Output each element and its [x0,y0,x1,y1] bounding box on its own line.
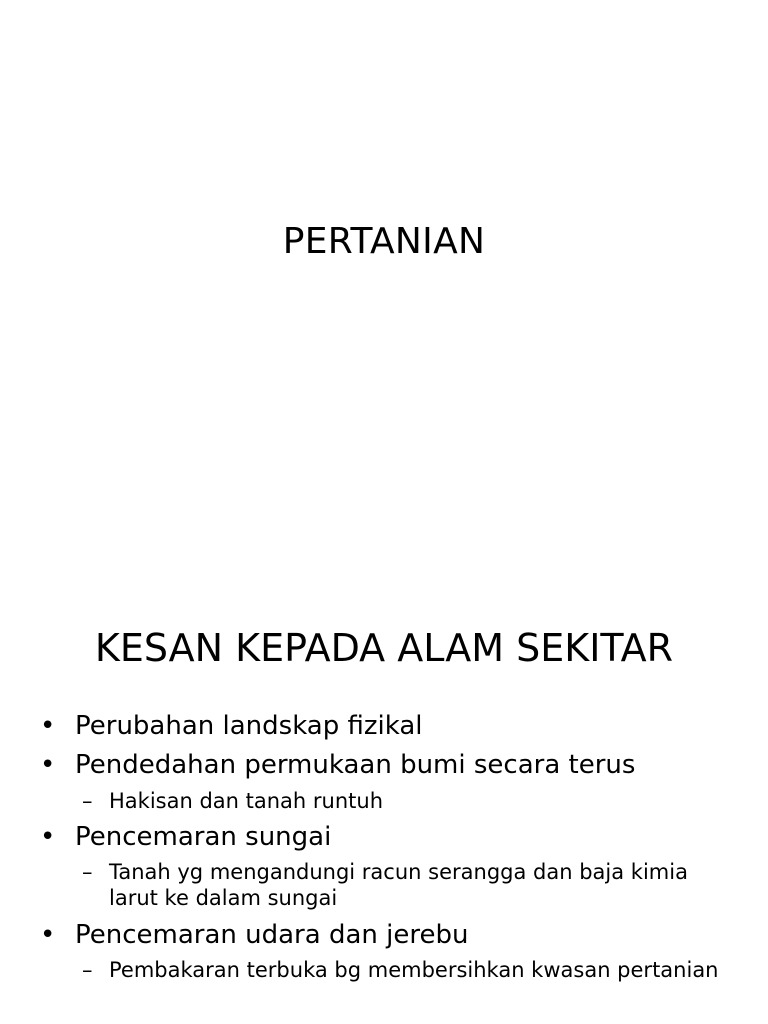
sub-bullet-glyph: – [82,958,93,982]
sub-bullet-text: Hakisan dan tanah runtuh [109,789,384,813]
bullet-text: Pendedahan permukaan bumi secara terus [75,750,636,780]
bullet-glyph: • [40,711,56,741]
bullet-item [40,710,740,742]
bullet-item [40,749,740,781]
bullet-glyph: • [40,920,56,950]
bullet-item [40,919,740,951]
sub-bullet-text: Tanah yg mengandungi racun serangga dan baja kimia larut ke dalam sungai [109,860,688,910]
sub-bullet-item [82,859,732,911]
bullet-item [40,821,740,853]
sub-bullet-text: Pembakaran terbuka bg membersihkan kwasan pertanian [109,958,719,982]
bullet-glyph: • [40,822,56,852]
sub-bullet-glyph: – [82,860,93,884]
bullet-text: Pencemaran udara dan jerebu [75,920,469,950]
slide-title-kesan: KESAN KEPADA ALAM SEKITAR [94,626,674,670]
sub-bullet-item [82,957,732,983]
bullet-text: Pencemaran sungai [75,822,332,852]
bullet-text: Perubahan landskap fizikal [75,711,423,741]
bullet-glyph: • [40,750,56,780]
slide-title-pertanian: PERTANIAN [282,221,486,262]
sub-bullet-item [82,788,732,814]
sub-bullet-glyph: – [82,789,93,813]
